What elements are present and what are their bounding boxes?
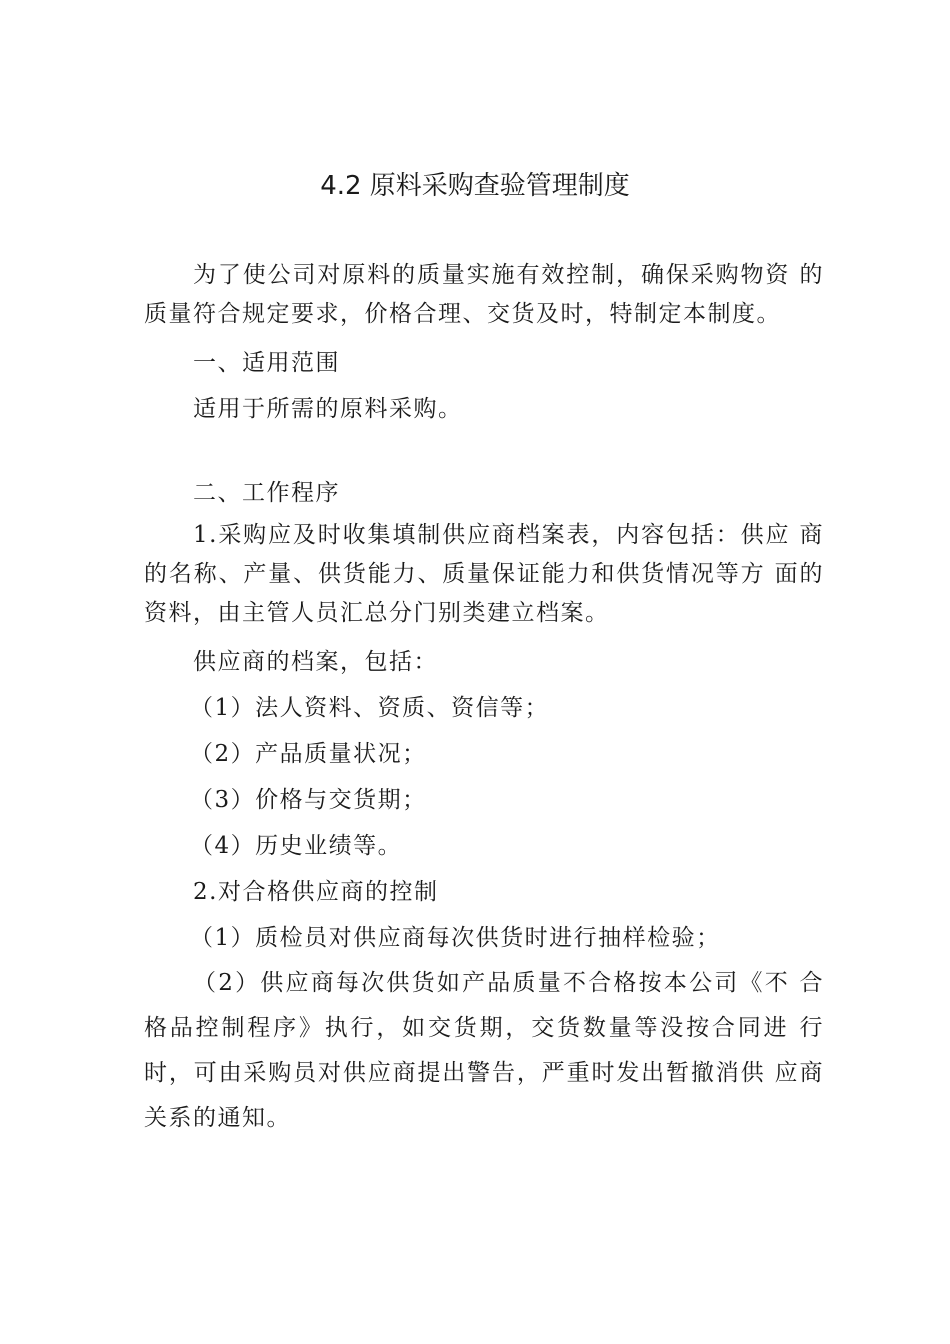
control-item-2: （2）供应商每次供货如产品质量不合格按本公司《不 合格品控制程序》执行，如交货期，交货数量等没按合同进 行时，可由采购员对供应商提出警告，严重时发出暂撤消供 应商关系的通知。 bbox=[144, 970, 824, 1131]
document-title: 4.2 原料采购查验管理制度 bbox=[320, 171, 630, 201]
section2-heading: 二、工作程序 bbox=[193, 480, 340, 506]
archive-item-1: （1）法人资料、资质、资信等； bbox=[190, 695, 550, 721]
intro-paragraph: 为了使公司对原料的质量实施有效控制，确保采购物资 的质量符合规定要求，价格合理、交货及时，特制定本制度。 bbox=[144, 262, 824, 327]
archive-item-2: （2）产品质量状况； bbox=[190, 741, 427, 767]
archive-intro: 供应商的档案，包括： bbox=[193, 649, 438, 675]
procedure-item-2-heading: 2.对合格供应商的控制 bbox=[193, 879, 439, 905]
document-body bbox=[144, 256, 824, 1141]
section1-heading: 一、适用范围 bbox=[193, 350, 340, 376]
control-item-1: （1）质检员对供应商每次供货时进行抽样检验； bbox=[190, 925, 721, 951]
procedure-item-1: 1.采购应及时收集填制供应商档案表，内容包括：供应 商的名称、产量、供货能力、质量保证能力和供货情况等方 面的资料，由主管人员汇总分门别类建立档案。 bbox=[144, 522, 824, 626]
archive-item-3: （3）价格与交货期； bbox=[190, 787, 427, 813]
section1-text: 适用于所需的原料采购。 bbox=[193, 396, 463, 422]
archive-item-4: （4）历史业绩等。 bbox=[190, 833, 403, 859]
